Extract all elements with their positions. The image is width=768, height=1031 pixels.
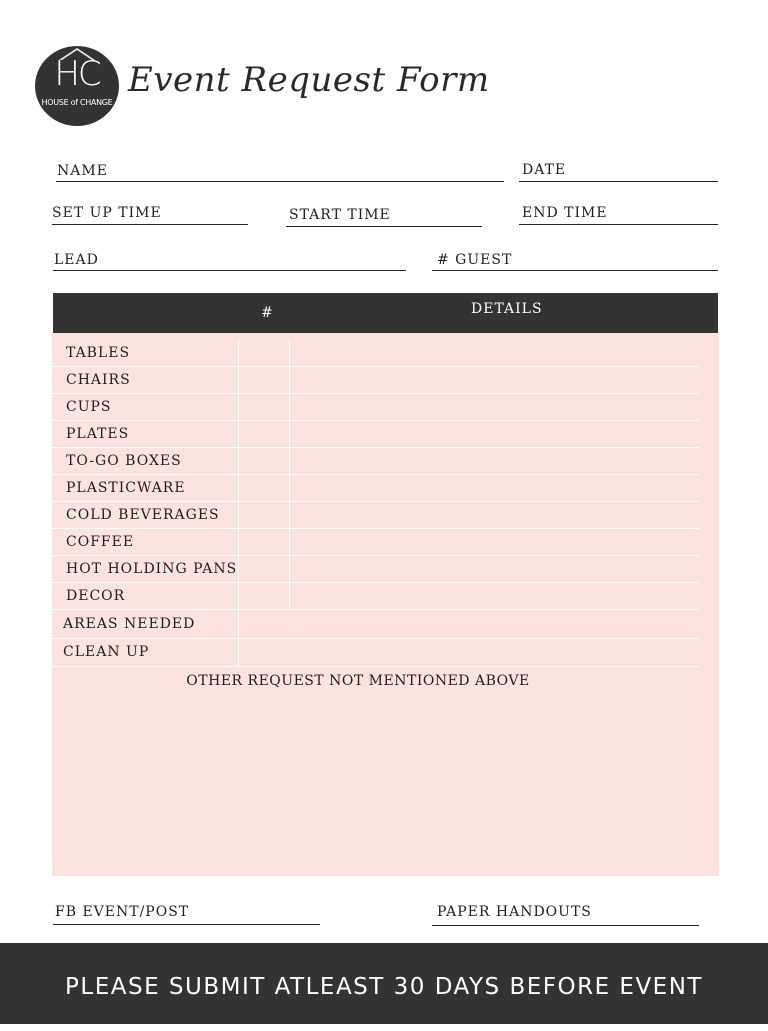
setup-time-label: SET UP TIME: [52, 205, 162, 221]
column-divider: [238, 339, 239, 667]
paper-handouts-input-line[interactable]: [432, 925, 699, 926]
table-row[interactable]: [52, 339, 699, 367]
table-row[interactable]: [52, 501, 699, 529]
table-header: [53, 293, 718, 333]
lead-input-line[interactable]: [53, 270, 406, 271]
lead-label: LEAD: [54, 252, 99, 268]
count-column-header: #: [261, 305, 274, 321]
row-label: TO-GO BOXES: [66, 453, 182, 469]
fb-event-input-line[interactable]: [53, 924, 320, 925]
table-row[interactable]: [52, 582, 699, 610]
end-time-input-line[interactable]: [519, 224, 718, 225]
paper-handouts-label: PAPER HANDOUTS: [437, 904, 592, 920]
table-row-areas-needed[interactable]: [52, 610, 699, 639]
row-label: CHAIRS: [66, 372, 131, 388]
fb-event-label: FB EVENT/POST: [55, 904, 190, 920]
row-label: PLATES: [66, 426, 130, 442]
table-row-clean-up[interactable]: [52, 638, 699, 667]
row-label: PLASTICWARE: [66, 480, 186, 496]
row-label: COFFEE: [66, 534, 135, 550]
table-row[interactable]: [52, 393, 699, 421]
row-label: DECOR: [66, 588, 126, 604]
start-time-label: START TIME: [289, 207, 391, 223]
table-row[interactable]: [52, 366, 699, 394]
start-time-input-line[interactable]: [286, 226, 482, 227]
row-label: CUPS: [66, 399, 112, 415]
table-row[interactable]: [52, 528, 699, 556]
logo-subtitle: HOUSE of CHANGE: [41, 98, 113, 107]
table-row[interactable]: [52, 474, 699, 502]
column-divider: [289, 339, 290, 610]
row-label: HOT HOLDING PANS: [66, 561, 238, 577]
other-request-label: OTHER REQUEST NOT MENTIONED ABOVE: [186, 673, 530, 689]
name-label: NAME: [57, 163, 108, 179]
request-table-body: [52, 333, 719, 876]
row-label: TABLES: [66, 345, 131, 361]
setup-time-input-line[interactable]: [52, 224, 248, 225]
row-label: AREAS NEEDED: [63, 616, 196, 632]
table-row[interactable]: [52, 447, 699, 475]
row-label: COLD BEVERAGES: [66, 507, 220, 523]
details-column-header: DETAILS: [471, 301, 543, 317]
submission-notice-banner: PLEASE SUBMIT ATLEAST 30 DAYS BEFORE EVENT: [0, 943, 768, 1024]
house-of-change-logo: [35, 46, 119, 126]
date-label: DATE: [522, 162, 567, 178]
form-title: Event Request Form: [128, 60, 490, 100]
table-row[interactable]: [52, 555, 699, 583]
table-row[interactable]: [52, 420, 699, 448]
date-input-line[interactable]: [519, 181, 718, 182]
guest-label: # GUEST: [437, 252, 513, 268]
logo-letters: HC: [54, 54, 100, 94]
name-input-line[interactable]: [56, 181, 504, 182]
guest-input-line[interactable]: [432, 270, 718, 271]
end-time-label: END TIME: [522, 205, 608, 221]
row-label: CLEAN UP: [63, 644, 150, 660]
